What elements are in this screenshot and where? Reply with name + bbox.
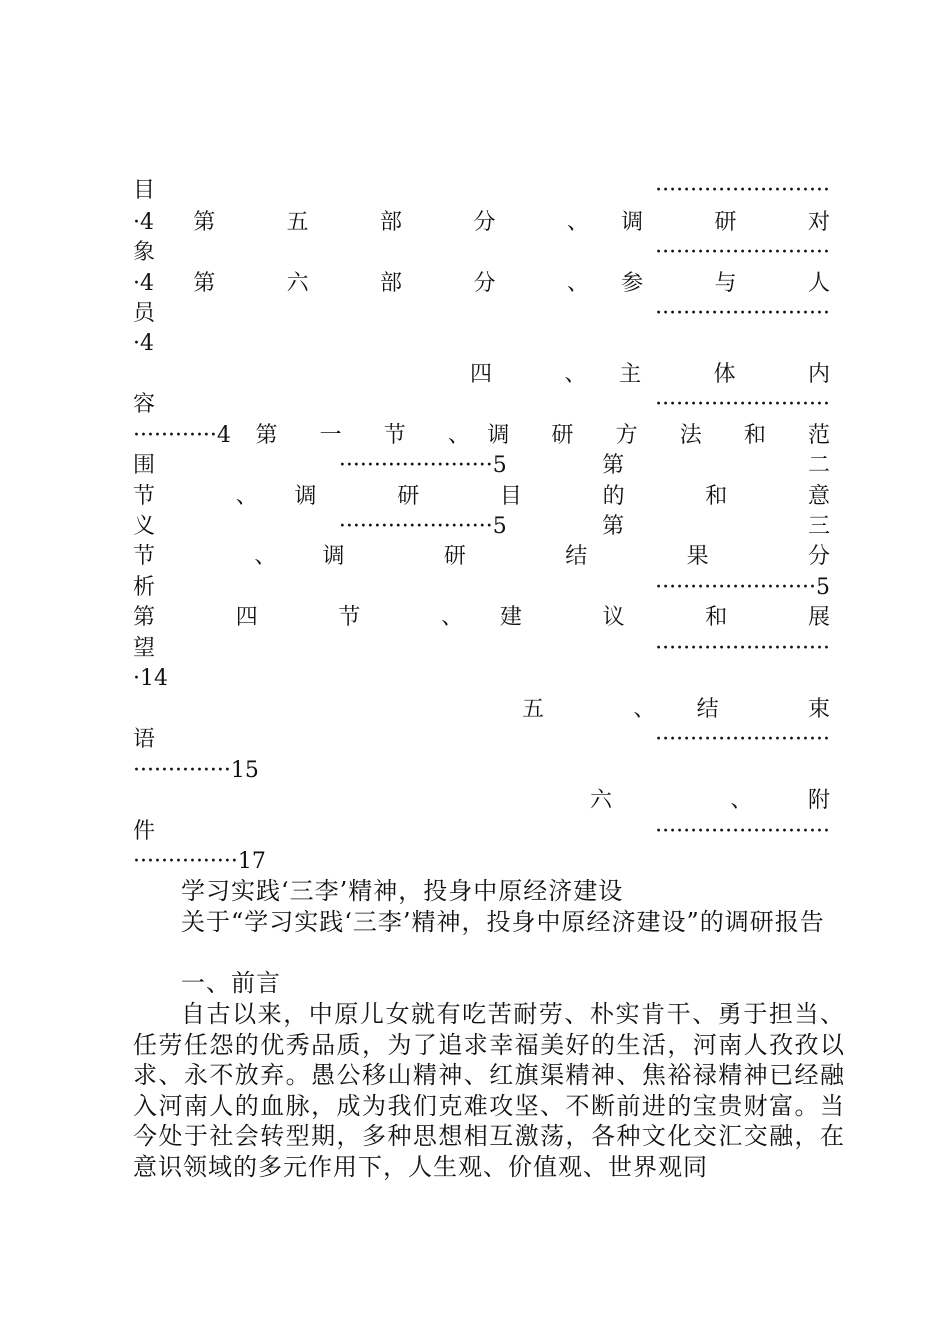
toc-line-19: 语 ························· <box>133 727 830 752</box>
toc-line-1: 目 ························· <box>133 178 830 203</box>
toc-line-10: 围 ······················5 第 二 <box>133 453 830 478</box>
toc-line-14: 析 ·······················5 <box>133 575 830 600</box>
toc-line-6: ·4 <box>133 331 154 356</box>
intro-paragraph: 自古以来，中原儿女就有吃苦耐劳、朴实肯干、勇于担当、任劳任怨的优秀品质，为了追求幸福美好的生活，河南人孜孜以求、永不放弃。愚公移山精神、红旗渠精神、焦裕禄精神已经融入河南人的血脉，成为我们克难攻坚、不断前进的宝贵财富。当今处于社会转型期，多种思想相互激荡，各种文化交汇交融，在意识领域的多元作用下，人生观、价值观、世界观同 <box>133 1000 845 1181</box>
document-title: 学习实践‘三李’精神，投身中原经济建设 <box>181 877 624 905</box>
toc-line-2: ·4 第 五 部 分 、调 研 对 <box>133 210 830 235</box>
toc-line-23: ···············17 <box>133 849 266 874</box>
toc-line-15: 第 四 节 、建 议 和 展 <box>133 605 830 630</box>
toc-line-11: 节 、调 研 目 的 和 意 <box>133 484 830 509</box>
toc-line-4: ·4 第 六 部 分 、参 与 人 <box>133 271 830 296</box>
toc-line-20: ··············15 <box>133 758 259 783</box>
toc-line-7: 四 、主 体 内 <box>470 362 830 387</box>
toc-line-12: 义 ······················5 第 三 <box>133 514 830 539</box>
toc-line-8: 容 ························· <box>133 392 830 417</box>
toc-line-18: 五 、结 束 <box>522 697 830 722</box>
toc-line-5: 员 ························· <box>133 301 830 326</box>
report-subtitle: 关于“学习实践‘三李’精神，投身中原经济建设”的调研报告 <box>181 908 825 936</box>
toc-line-22: 件 ························· <box>133 819 830 844</box>
toc-line-13: 节 、调 研 结 果 分 <box>133 544 830 569</box>
toc-line-16: 望 ························· <box>133 636 830 661</box>
toc-line-9: ············4 第 一 节 、调 研 方 法 和 范 <box>133 423 830 448</box>
toc-line-3: 象 ························· <box>133 240 830 265</box>
toc-line-21: 六 、附 <box>590 788 830 813</box>
section-heading: 一、前言 <box>181 969 281 997</box>
toc-line-17: ·14 <box>133 666 168 691</box>
